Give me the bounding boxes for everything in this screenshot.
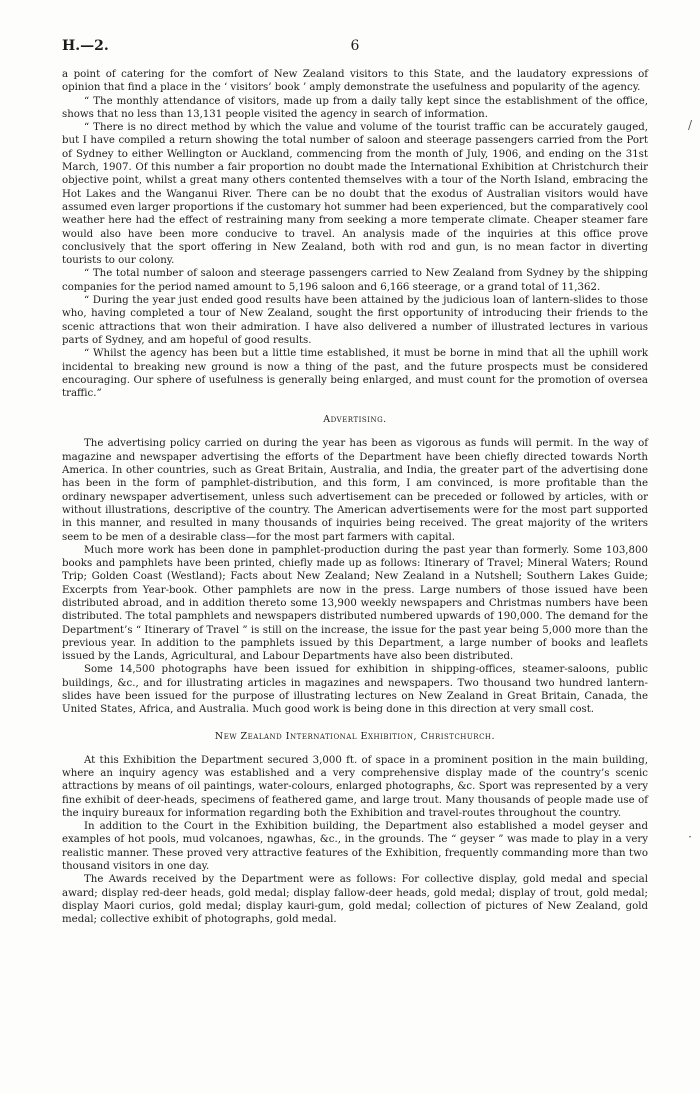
- page-header: [62, 38, 648, 58]
- paragraph: “ There is no direct method by which the value and volume of the tourist traffic can be accurately gauged, but I have compiled a return showing the total number of saloon and steerage passengers carried from the Port of Sydney to either Wellington or Auckland, commencing from the month of July, 1906, and ending on the 31st March, 1907. Of this number a fair proportion no doubt made the International Exhibition at Christchurch their objective point, whilst a great many others contented themselves with a tour of the North Island, embracing the Hot Lakes and the Wanganui River. There can be no doubt that the exodus of Australian visitors would have assumed even larger proportions if the customary hot summer had been experienced, but the comparatively cool weather here had the effect of restraining many from seeking a more temperate climate. Cheaper steamer fare would also have been more conducive to travel. An analysis made of the inquiries at this office prove conclusively that the sport offering in New Zealand, both with rod and gun, is no mean factor in diverting tourists to our colony.: [62, 122, 648, 267]
- section-exhibition: [62, 754, 648, 927]
- page-number: 6: [350, 38, 360, 54]
- section-heading-exhibition: New Zealand International Exhibition, Christchurch.: [214, 730, 496, 742]
- paragraph: The advertising policy carried on during the year has been as vigorous as funds will permit. In the way of magazine and newspaper advertising the efforts of the Department have been chiefly directed towards North America. In other countries, such as Great Britain, Australia, and India, the greater part of the advertising done has been in the form of pamphlet-distribution, and this form, I am convinced, is more profitable than the ordinary newspaper advertisement, unless such advertisement can be preceded or followed by articles, with or without illustrations, descriptive of the country. The American advertisements were for the most part supported in this manner, and resulted in many thousands of inquiries being received. The great majority of the writers seem to be men of a desirable class—for the most part farmers with capital.: [62, 438, 648, 543]
- paragraph: “ Whilst the agency has been but a little time established, it must be borne in mind that all the uphill work incidental to breaking new ground is now a thing of the past, and the future prospects must be considered encouraging. Our sphere of usefulness is generally being enlarged, and must count for the promotion of oversea traffic.”: [62, 348, 648, 400]
- section-heading-advertising: Advertising.: [323, 414, 387, 426]
- document-reference: H.—2.: [62, 38, 109, 54]
- paragraph: “ During the year just ended good results have been attained by the judicious loan of lantern-slides to those who, having completed a tour of New Zealand, sought the first opportunity of introducing their friends to the scenic attractions that won their admiration. I have also delivered a number of illustrated lectures in various parts of Sydney, and am hopeful of good results.: [62, 295, 648, 346]
- margin-tick-mark: ·: [688, 830, 692, 844]
- section-advertising: [62, 437, 648, 716]
- margin-tick-mark: /: [687, 118, 692, 132]
- section-agency-report: [62, 68, 648, 400]
- paragraph: “ The total number of saloon and steerage passengers carried to New Zealand from Sydney by the shipping companies for the period named amount to 5,196 saloon and 6,166 steerage, or a grand total of 11,362.: [62, 268, 648, 293]
- paragraph: a point of catering for the comfort of New Zealand visitors to this State, and the laudatory expressions of opinion that find a place in the ‘ visitors’ book ’ amply demonstrate the usefulness and popularity of the agency.: [62, 69, 648, 94]
- paragraph: “ The monthly attendance of visitors, made up from a daily tally kept since the establishment of the office, shows that no less than 13,131 people visited the agency in search of information.: [62, 95, 648, 120]
- document-body: [62, 68, 648, 927]
- paragraph: At this Exhibition the Department secured 3,000 ft. of space in a prominent position in the main building, where an inquiry agency was established and a very comprehensive display made of the country’s scenic attractions by means of oil paintings, water-colours, enlarged photographs, &c. Sport was represented by a very fine exhibit of deer-heads, specimens of feathered game, and large trout. Many thousands of people made use of the inquiry bureaux for information regarding both the Exhibition and travel-routes throughout the country.: [62, 754, 648, 819]
- paragraph: The Awards received by the Department were as follows: For collective display, gold medal and special award; display red-deer heads, gold medal; display fallow-deer heads, gold medal; display of trout, gold medal; display Maori curios, gold medal; display kauri-gum, gold medal; collection of pictures of New Zealand, gold medal; collective exhibit of photographs, gold medal.: [62, 874, 648, 926]
- paragraph: In addition to the Court in the Exhibition building, the Department also established a model geyser and examples of hot pools, mud volcanoes, ngawhas, &c., in the grounds. The “ geyser ” was made to play in a very realistic manner. These proved very attractive features of the Exhibition, frequently commanding more than two thousand visitors in one day.: [62, 821, 648, 873]
- paragraph: Some 14,500 photographs have been issued for exhibition in shipping-offices, steamer-saloons, public buildings, &c., and for illustrating articles in magazines and newspapers. Two thousand two hundred lantern-slides have been issued for the purpose of illustrating lectures on New Zealand in Great Britain, Canada, the United States, Africa, and Australia. Much good work is being done in this direction at very small cost.: [62, 664, 648, 716]
- paragraph: Much more work has been done in pamphlet-production during the past year than formerly. Some 103,800 books and pamphlets have been printed, chiefly made up as follows: Itinerary of Travel; Mineral Waters; Round Trip; Golden Coast (Westland); Facts about New Zealand; New Zealand in a Nutshell; Southern Lakes Guide; Excerpts from Year-book. Other pamphlets are now in the press. Large numbers of those issued have been distributed abroad, and in addition thereto some 13,900 weekly newspapers and Christmas numbers have been distributed. The total pamphlets and newspapers distributed numbered upwards of 190,000. The demand for the Department’s “ Itinerary of Travel ” is still on the increase, the issue for the past year being 5,000 more than the previous year. In addition to the pamphlets issued by this Department, a large number of books and leaflets issued by the Lands, Agricultural, and Labour Departments have also been distributed.: [62, 544, 648, 663]
